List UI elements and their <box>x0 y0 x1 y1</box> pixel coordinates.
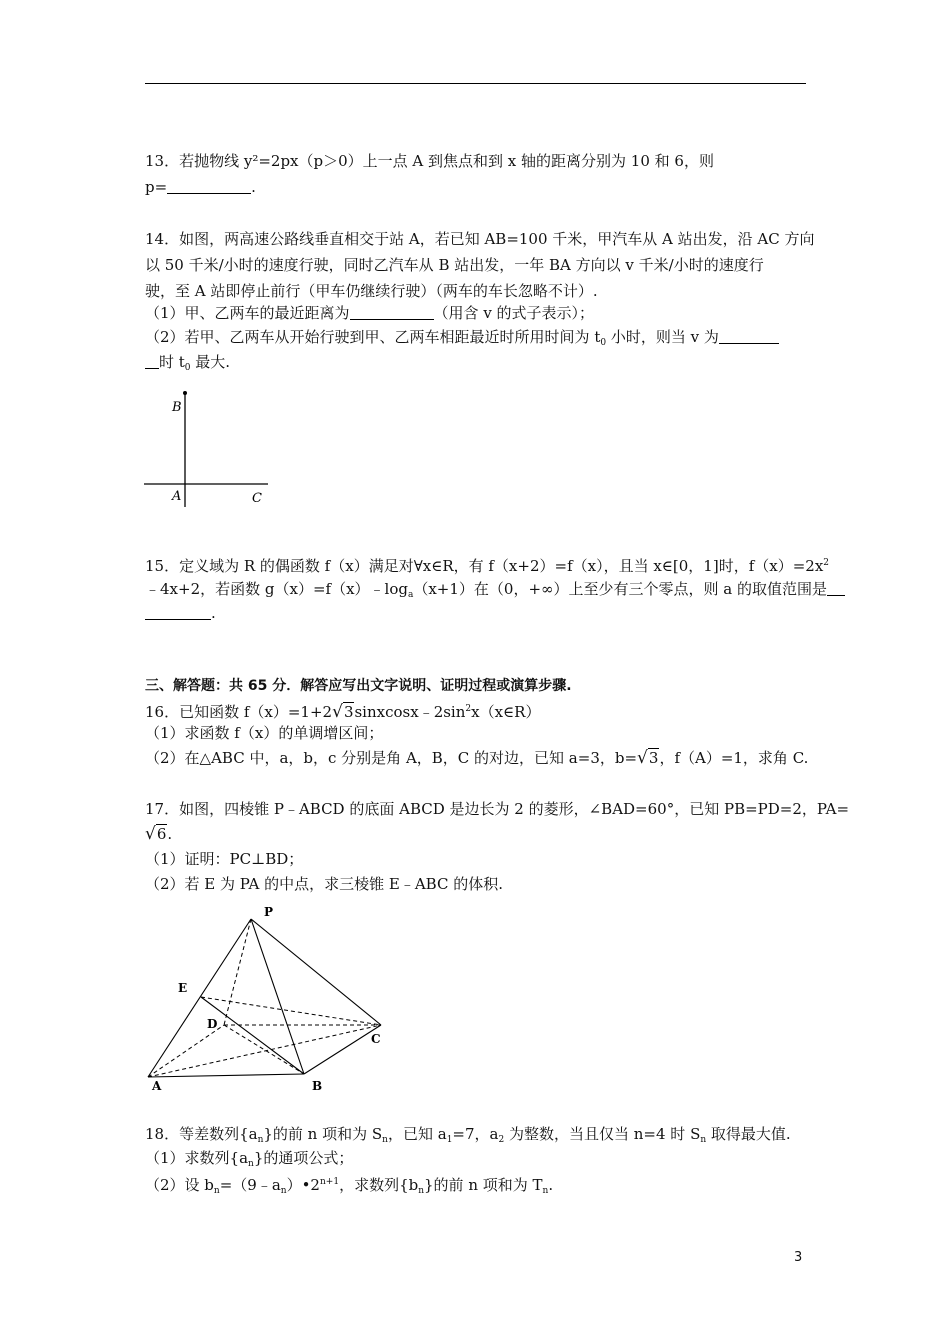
q14-part2-tail: 小时，则当 v 为 <box>606 328 719 346</box>
edge-bc <box>304 1025 381 1074</box>
q16-stem-text: 16．已知函数 f（x）=1+2 <box>145 703 333 721</box>
q17-label-p: P <box>264 905 274 919</box>
q14-part2-line2-tail: 最大. <box>190 353 231 371</box>
q16-part2-sqrt: √3 <box>637 748 659 768</box>
q14-label-c: C <box>252 491 262 506</box>
q14-part2 <box>145 327 779 353</box>
q18-part2-a: （2）设 b <box>145 1176 214 1194</box>
q16-part2-text: （2）在△ABC 中，a，b，c 分别是角 A，B，C 的对边，已知 a=3，b= <box>145 749 638 767</box>
q16-stem-sup: 2 <box>465 704 472 714</box>
q18-stem-a: 18．等差数列{a <box>145 1125 258 1143</box>
q18-part2-e: }的前 n 项和为 T <box>424 1176 543 1194</box>
q15-line1 <box>145 553 829 576</box>
q16-part2-radicand: 3 <box>648 749 659 767</box>
header-rule <box>145 83 806 84</box>
q14-line3: 驶，至 A 站即停止前行（甲车仍继续行驶）（两车的车长忽略不计）. <box>145 282 598 300</box>
q18-stem-c-sub: 1 <box>446 1135 453 1145</box>
q15-blank <box>827 581 845 596</box>
q18-stem-d: =7，a <box>452 1125 499 1143</box>
q15-blank-cont <box>145 605 211 620</box>
q13-line1: 13．若抛物线 y²=2px（p＞0）上一点 A 到焦点和到 x 轴的距离分别为 10 和 6，则 <box>145 152 714 170</box>
edge-pa <box>148 919 251 1077</box>
q14-line2: 以 50 千米/小时的速度行驶，同时乙汽车从 B 站出发，一年 BA 方向以 v 千米/小时的速度行 <box>145 256 764 274</box>
q18-part2-b: =（9﹣a <box>219 1176 281 1194</box>
q18-stem-c: ，已知 a <box>387 1125 447 1143</box>
q18-part1 <box>145 1148 353 1174</box>
edge-ab <box>148 1074 304 1077</box>
q15-line1-sup: 2 <box>823 558 830 568</box>
q14-part2-line2-sub: 0 <box>184 363 191 373</box>
q14-part2-sub: 0 <box>600 338 607 348</box>
edge-pd <box>224 919 251 1025</box>
q18-part2-sub4: n <box>542 1186 549 1196</box>
q15-line3-period: . <box>211 604 216 622</box>
q14-point-b <box>183 391 187 395</box>
edge-eb <box>201 997 304 1074</box>
q14-part2-text: （2）若甲、乙两车从开始行驶到甲、乙两车相距最近时所用时间为 t <box>145 328 601 346</box>
q16-part1: （1）求函数 f（x）的单调增区间； <box>145 724 384 742</box>
q18-stem-f: 取得最大值. <box>706 1125 791 1143</box>
q18-part2-d: ，求数列{b <box>339 1176 419 1194</box>
q17-radicand: 6 <box>156 825 167 843</box>
q14-line1: 14．如图，两高速公路线垂直相交于站 A，若已知 AB=100 千米，甲汽车从 A 站出发，沿 AC 方向 <box>145 230 815 248</box>
q17-sqrt: √6 <box>145 824 167 844</box>
q18-part2-sub2: n <box>280 1186 287 1196</box>
q13-period: . <box>251 178 256 196</box>
q18-stem-a-sub: n <box>257 1135 264 1145</box>
q16-stem-mid: sinxcosx﹣2sin <box>354 703 466 721</box>
q16-stem <box>145 699 540 722</box>
q18-part2-c: ）•2 <box>286 1176 320 1194</box>
q17-label-c: C <box>371 1032 381 1046</box>
q18-stem-b-sub: n <box>382 1135 388 1145</box>
q13-p-label: p= <box>145 178 168 196</box>
edge-db <box>224 1025 304 1074</box>
q18-part2-sub3: n <box>418 1186 425 1196</box>
q17-label-d: D <box>207 1017 218 1031</box>
q13-line2 <box>145 177 256 197</box>
q14-part2-blank-cont <box>145 354 159 369</box>
q16-radicand: 3 <box>343 703 354 721</box>
page-number: 3 <box>794 1250 803 1265</box>
edge-ad <box>148 1025 224 1077</box>
q17-line1: 17．如图，四棱锥 P﹣ABCD 的底面 ABCD 是边长为 2 的菱形，∠BAD=60°，已知 PB=PD=2，PA= <box>145 800 850 818</box>
q15-line1-text: 15．定义域为 R 的偶函数 f（x）满足对∀x∈R，有 f（x+2）=f（x），且当 x∈[0，1]时，f（x）=2x <box>145 557 824 575</box>
q17-line2-period: . <box>167 825 173 843</box>
section3-title: 三、解答题：共 65 分．解答应写出文字说明、证明过程或演算步骤. <box>145 678 572 694</box>
q14-part1-blank <box>350 305 434 320</box>
q17-figure <box>140 900 400 1090</box>
q17-line2 <box>145 824 172 844</box>
q18-part2-f: . <box>548 1176 554 1194</box>
q16-part2 <box>145 748 808 768</box>
q17-label-a: A <box>152 1079 162 1090</box>
q18-stem-d-sub: 2 <box>498 1135 505 1145</box>
edge-pb <box>251 919 304 1074</box>
q15-line2-sub: a <box>407 590 414 600</box>
q18-part1-b: }的通项公式； <box>253 1149 354 1167</box>
q17-part1: （1）证明：PC⊥BD； <box>145 850 304 868</box>
q14-part1 <box>145 303 594 323</box>
q15-line2 <box>145 579 845 605</box>
q13-answer-blank <box>167 179 251 194</box>
q16-part2-tail: ，f（A）=1，求角 C. <box>659 749 809 767</box>
q18-stem-b: }的前 n 项和为 S <box>263 1125 383 1143</box>
q18-part2 <box>145 1172 553 1201</box>
q16-stem-tail: x（x∈R） <box>471 703 541 721</box>
q14-figure <box>140 385 280 515</box>
q18-stem-e: 为整数，当且仅当 n=4 时 S <box>504 1125 701 1143</box>
q14-part2-line2-text: 时 t <box>159 353 185 371</box>
q15-line3 <box>145 603 216 623</box>
q15-line2-text: ﹣4x+2，若函数 g（x）=f（x）﹣log <box>145 580 408 598</box>
q18-part2-sup: n+1 <box>319 1177 340 1187</box>
q14-label-a: A <box>172 489 182 504</box>
q14-part1-text: （1）甲、乙两车的最近距离为 <box>145 304 350 322</box>
q14-part2-line2 <box>145 352 230 378</box>
q17-label-e: E <box>178 981 188 995</box>
edge-ac <box>148 1025 381 1077</box>
q18-part1-a: （1）求数列{a <box>145 1149 249 1167</box>
q18-stem <box>145 1124 791 1150</box>
q14-part2-blank <box>719 329 779 344</box>
q18-part1-sub: n <box>248 1159 254 1169</box>
q14-label-b: B <box>172 400 182 415</box>
q14-part1-tail: （用含 v 的式子表示）； <box>433 304 595 322</box>
q16-sqrt: √3 <box>332 702 354 722</box>
edge-pc <box>251 919 381 1025</box>
q17-label-b: B <box>312 1079 323 1090</box>
q17-part2: （2）若 E 为 PA 的中点，求三棱锥 E﹣ABC 的体积. <box>145 875 503 893</box>
q15-line2-tail: （x+1）在（0，+∞）上至少有三个零点，则 a 的取值范围是 <box>413 580 828 598</box>
q18-part2-sub1: n <box>213 1186 220 1196</box>
q18-stem-e-sub: n <box>700 1135 707 1145</box>
